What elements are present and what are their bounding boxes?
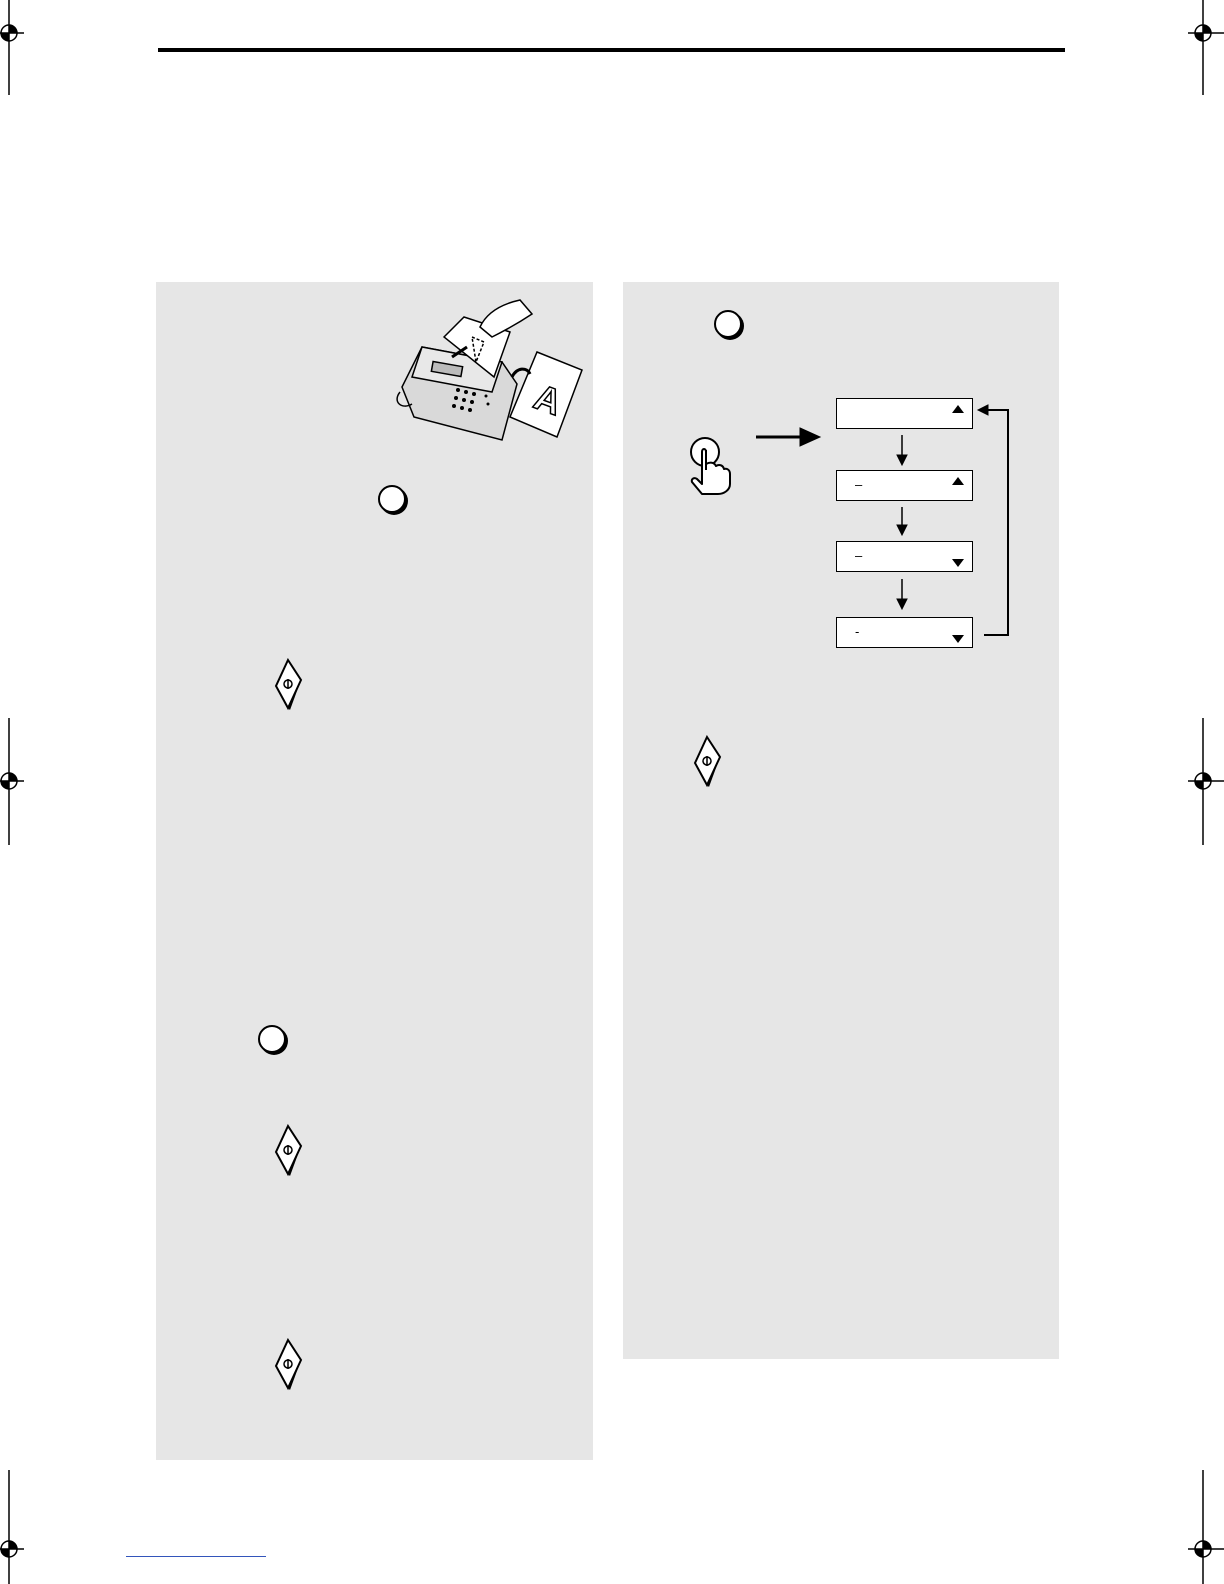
display-screen-1 — [836, 398, 973, 429]
display-dash: – — [855, 477, 863, 492]
start-key-icon[interactable] — [274, 1338, 304, 1392]
finger-pressing-key-icon — [686, 434, 736, 498]
down-triangle-icon — [952, 559, 964, 567]
up-triangle-icon — [952, 405, 964, 413]
reg-mark-top-left — [0, 0, 24, 95]
reg-mark-bottom-right — [1188, 1470, 1224, 1584]
display-screen-4 — [836, 617, 973, 648]
round-key-button[interactable] — [378, 485, 406, 513]
display-dash: - — [855, 624, 860, 639]
up-triangle-icon — [952, 477, 964, 485]
display-screen-2 — [836, 470, 973, 501]
round-key-button[interactable] — [714, 310, 742, 338]
reg-mark-mid-right — [1188, 718, 1224, 845]
footer-link-underline — [126, 1556, 266, 1557]
round-key-button[interactable] — [258, 1025, 286, 1053]
down-triangle-icon — [952, 635, 964, 643]
fax-machine-loading-document-icon — [392, 292, 588, 442]
start-key-icon[interactable] — [274, 1124, 304, 1178]
start-key-icon[interactable] — [274, 658, 304, 712]
display-screen-3 — [836, 541, 973, 572]
svg-text:A: A — [529, 375, 568, 424]
reg-mark-bottom-left — [0, 1470, 24, 1584]
display-cycle-arrows — [750, 395, 1020, 655]
header-rule — [158, 48, 1065, 52]
left-instruction-panel — [156, 282, 593, 1460]
reg-mark-top-right — [1188, 0, 1224, 95]
display-dash: – — [855, 548, 863, 563]
start-key-icon[interactable] — [693, 735, 723, 789]
